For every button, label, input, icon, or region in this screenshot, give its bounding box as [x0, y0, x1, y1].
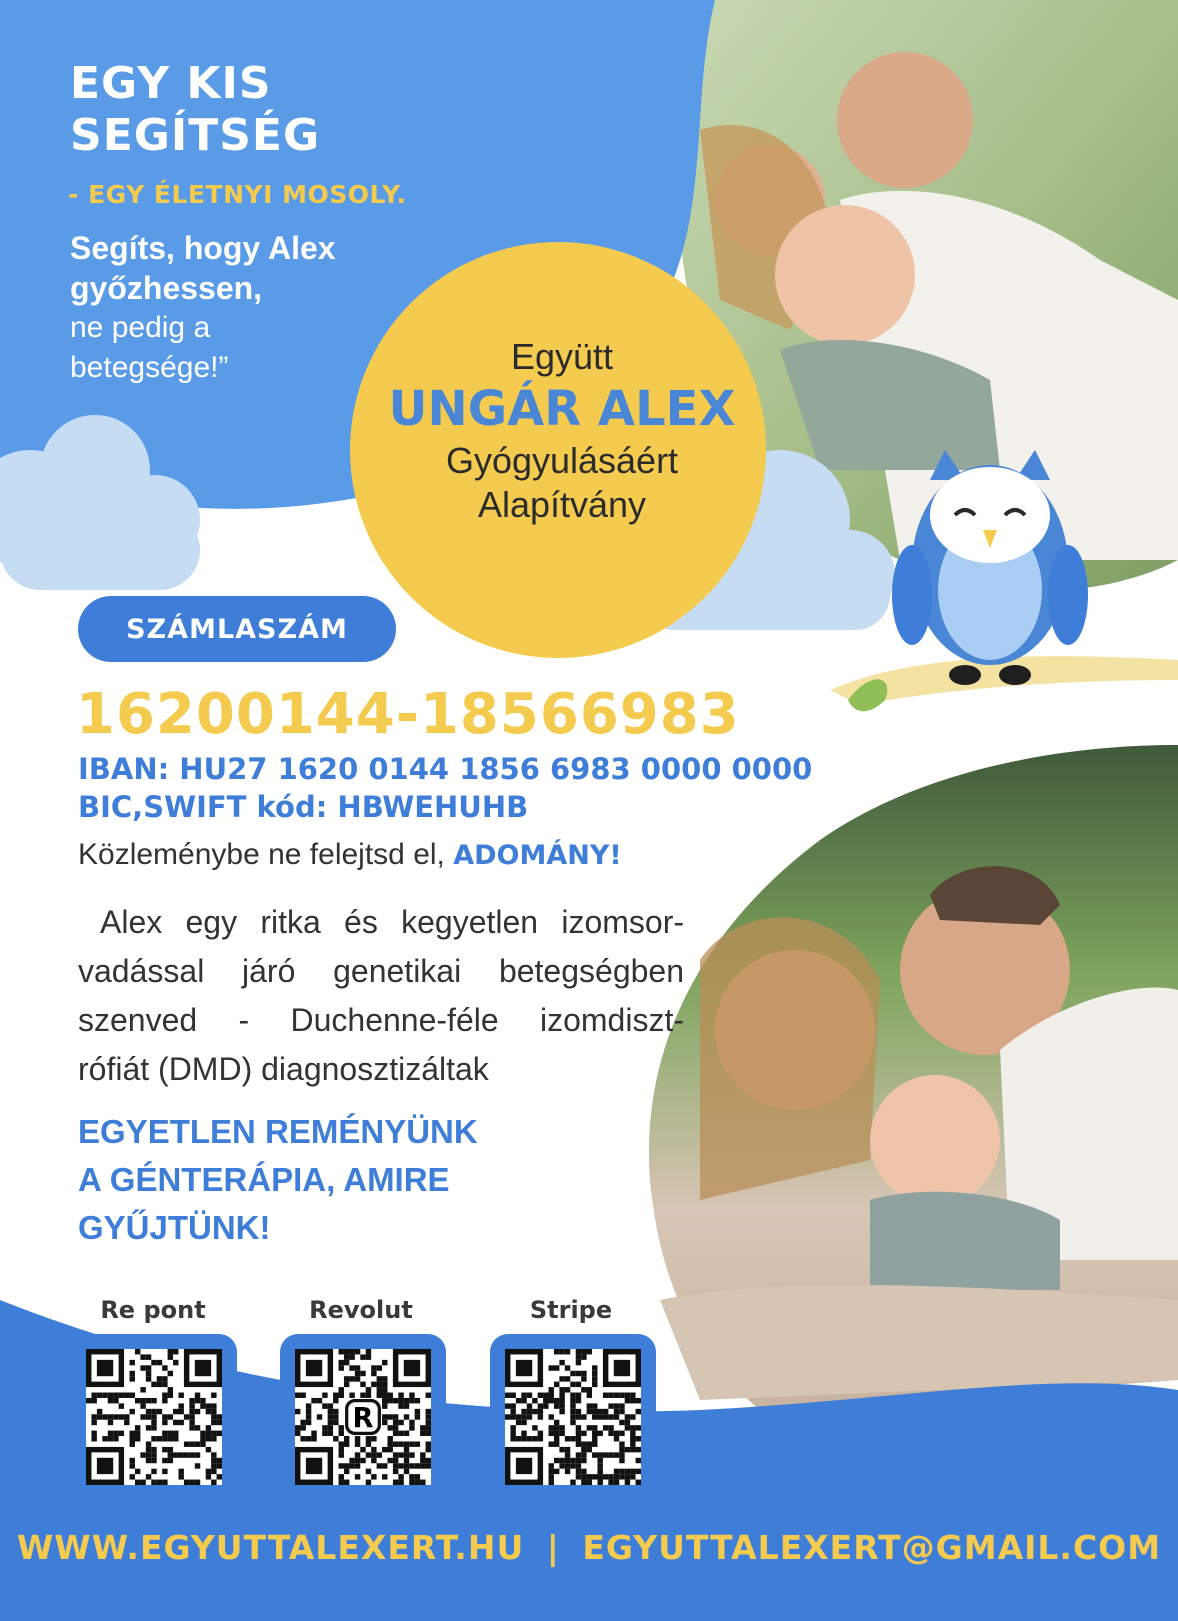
transfer-note-text: Közleménybe ne felejtsd el,: [78, 838, 445, 871]
qr-label-re-pont: Re pont: [100, 1296, 206, 1324]
qr-code-re-pont[interactable]: [71, 1334, 237, 1500]
footer-website[interactable]: WWW.EGYUTTALEXERT.HU: [16, 1528, 525, 1567]
foundation-name-main: UNGÁR ALEX: [388, 381, 736, 437]
headline-line-2: SEGÍTSÉG: [70, 110, 321, 161]
transfer-note-highlight: ADOMÁNY!: [453, 840, 622, 871]
quote-line-4: betegsége!”: [70, 351, 229, 384]
description-line-2: vadással járó genetikai betegségben: [78, 953, 684, 989]
description: [78, 898, 684, 1094]
footer-contact: [0, 1528, 1178, 1567]
quote-line-2: győzhessen,: [70, 270, 263, 306]
headline: [70, 58, 490, 162]
bottom-photo-blanket: [660, 1285, 1178, 1400]
bottom-photo-baby-head: [870, 1075, 1000, 1205]
transfer-note: [78, 838, 622, 872]
hope-line-1: EGYETLEN REMÉNYÜNK: [78, 1113, 478, 1150]
qr-code-revolut[interactable]: [280, 1334, 446, 1500]
top-photo-baby-head: [775, 205, 915, 345]
hope-statement: [78, 1108, 598, 1252]
qr-label-stripe: Stripe: [529, 1296, 613, 1324]
iban: IBAN: HU27 1620 0144 1856 6983 0000 0000: [78, 752, 813, 786]
account-number: 16200144-18566983: [76, 682, 740, 747]
description-line-3: szenved - Duchenne-féle izomdiszt-: [78, 1002, 684, 1038]
hope-line-3: GYŰJTÜNK!: [78, 1209, 271, 1246]
quote: [70, 228, 400, 388]
quote-line-1: Segíts, hogy Alex: [70, 230, 336, 266]
headline-line-1: EGY KIS: [70, 58, 272, 109]
bic-swift: BIC,SWIFT kód: HBWEHUHB: [78, 790, 529, 824]
footer-email[interactable]: EGYUTTALEXERT@GMAIL.COM: [582, 1528, 1162, 1567]
description-line-1: Alex egy ritka és kegyetlen izomsor-: [100, 904, 684, 940]
foundation-name: [352, 335, 772, 527]
qr-code-icon: [505, 1349, 641, 1485]
hope-line-2: A GÉNTERÁPIA, AMIRE: [78, 1161, 450, 1198]
account-label-badge: SZÁMLASZÁM: [78, 596, 396, 662]
bottom-photo-mother-hair: [700, 917, 880, 1200]
top-photo-father-head: [837, 52, 973, 188]
quote-line-3: ne pedig a: [70, 311, 211, 344]
subtitle: - EGY ÉLETNYI MOSOLY.: [68, 180, 407, 209]
qr-code-icon: [295, 1349, 431, 1485]
description-line-4: rófiát (DMD) diagnosztizáltak: [78, 1051, 489, 1087]
qr-code-stripe[interactable]: [490, 1334, 656, 1500]
foundation-line-3: Gyógyulásáért: [445, 440, 679, 481]
foundation-line-1: Együtt: [510, 336, 614, 377]
foundation-line-4: Alapítvány: [477, 484, 647, 525]
qr-label-revolut: Revolut: [309, 1296, 413, 1324]
qr-code-icon: [86, 1349, 222, 1485]
revolut-logo-icon: R: [352, 1402, 374, 1434]
footer-separator: |: [546, 1528, 560, 1567]
